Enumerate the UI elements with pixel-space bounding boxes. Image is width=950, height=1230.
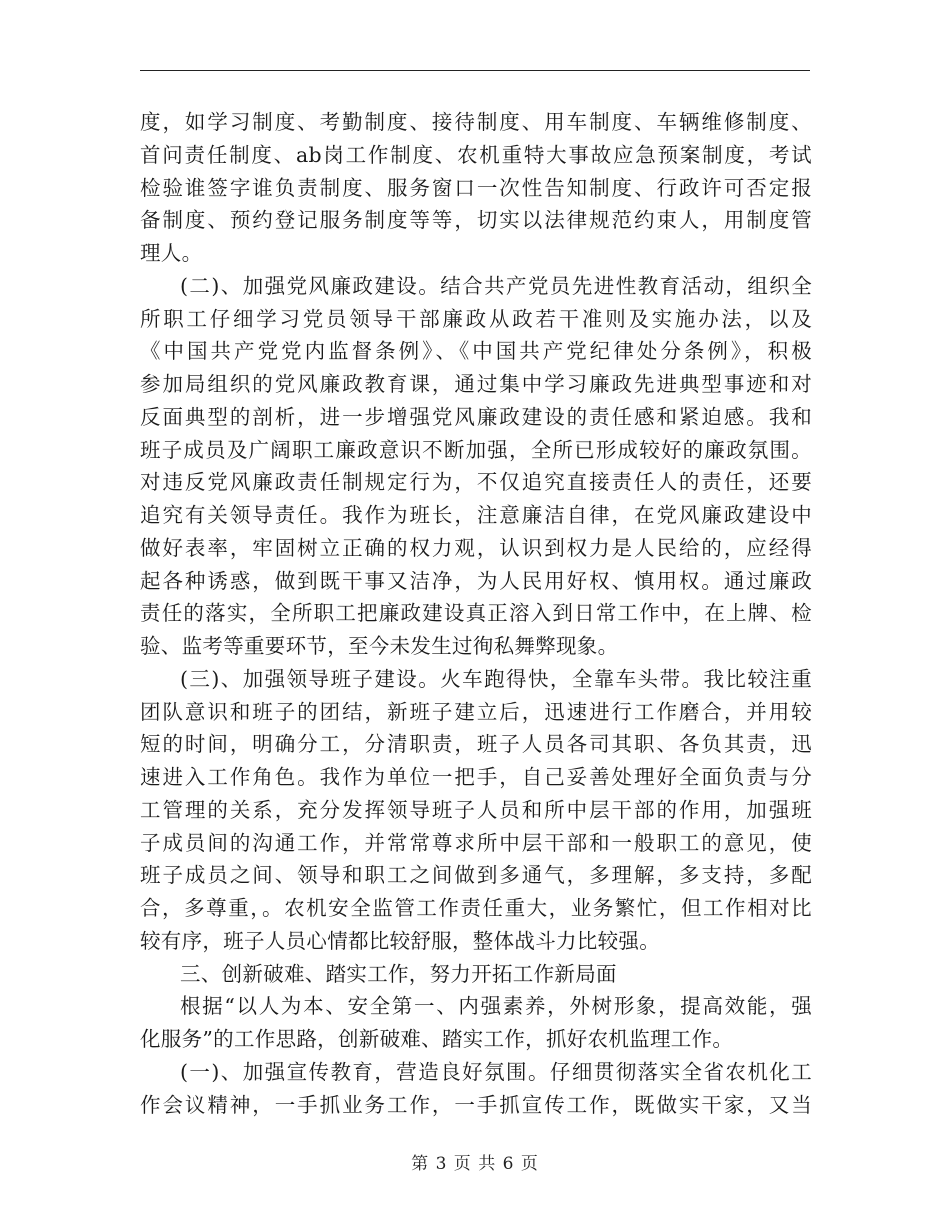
text-line: 《中国共产党党内监督条例》、《中国共产党纪律处分条例》，积极	[140, 339, 812, 364]
text-line: 首问责任制度、ab岗工作制度、农机重特大事故应急预案制度，考试	[140, 142, 812, 167]
text-line: 工管理的关系，充分发挥领导班子人员和所中层干部的作用，加强班	[140, 797, 812, 822]
text-line: 备制度、预约登记服务制度等等，切实以法律规范约束人，用制度管	[140, 208, 812, 233]
text-line: 合，多尊重，。农机安全监管工作责任重大，业务繁忙，但工作相对比	[140, 896, 812, 920]
text-line: 理人。	[140, 241, 203, 265]
text-line: 检验谁签字谁负责制度、服务窗口一次性告知制度、行政许可否定报	[140, 175, 812, 200]
text-line: 团队意识和班子的团结，新班子建立后，迅速进行工作磨合，并用较	[140, 699, 812, 724]
text-line: 子成员间的沟通工作，并常常尊求所中层干部和一般职工的意见，使	[140, 830, 812, 855]
text-line: (二)、加强党风廉政建设。结合共产党员先进性教育活动，组织全	[180, 273, 812, 298]
text-line: 短的时间，明确分工，分清职责，班子人员各司其职、各负其责，迅	[140, 732, 812, 757]
text-line: 班子成员及广阔职工廉政意识不断加强，全所已形成较好的廉政氛围。	[140, 437, 812, 462]
text-line: 追究有关领导责任。我作为班长，注意廉洁自律，在党风廉政建设中	[140, 503, 812, 527]
text-line: 化服务”的工作思路，创新破难、踏实工作，抓好农机监理工作。	[140, 1027, 734, 1051]
text-line: 参加局组织的党风廉政教育课，通过集中学习廉政先进典型事迹和对	[140, 372, 812, 396]
text-line: 责任的落实，全所职工把廉政建设真正溶入到日常工作中，在上牌、检	[140, 601, 812, 626]
text-line: 反面典型的剖析，进一步增强党风廉政建设的责任感和紧迫感。我和	[140, 404, 812, 429]
text-line: 作会议精神，一手抓业务工作，一手抓宣传工作，既做实干家，又当	[140, 1092, 812, 1117]
text-line: 所职工仔细学习党员领导干部廉政从政若干准则及实施办法，以及	[140, 306, 812, 331]
text-line: 三、创新破难、踏实工作，努力开拓工作新局面	[180, 961, 617, 986]
text-line: 根据“以人为本、安全第一、内强素养，外树形象，提高效能，强	[180, 994, 812, 1019]
text-line: (一)、加强宣传教育，营造良好氛围。仔细贯彻落实全省农机化工	[180, 1059, 812, 1084]
text-line: 班子成员之间、领导和职工之间做到多通气，多理解，多支持，多配	[140, 863, 812, 888]
text-line: 速进入工作角色。我作为单位一把手，自己妥善处理好全面负责与分	[140, 765, 812, 789]
page-number-footer: 第 3 页 共 6 页	[411, 1154, 539, 1174]
text-line: 较有序，班子人员心情都比较舒服，整体战斗力比较强。	[140, 928, 660, 953]
text-line: 对违反党风廉政责任制规定行为，不仅追究直接责任人的责任，还要	[140, 470, 812, 495]
header-rule	[140, 70, 810, 71]
text-line: (三)、加强领导班子建设。火车跑得快，全靠车头带。我比较注重	[180, 666, 812, 691]
text-line: 验、监考等重要环节，至今未发生过徇私舞弊现象。	[140, 634, 619, 658]
document-body	[140, 106, 812, 1121]
text-line: 做好表率，牢固树立正确的权力观，认识到权力是人民给的，应经得	[140, 535, 812, 560]
text-line: 度，如学习制度、考勤制度、接待制度、用车制度、车辆维修制度、	[140, 110, 812, 134]
text-line: 起各种诱惑，做到既干事又洁净，为人民用好权、慎用权。通过廉政	[140, 568, 812, 593]
